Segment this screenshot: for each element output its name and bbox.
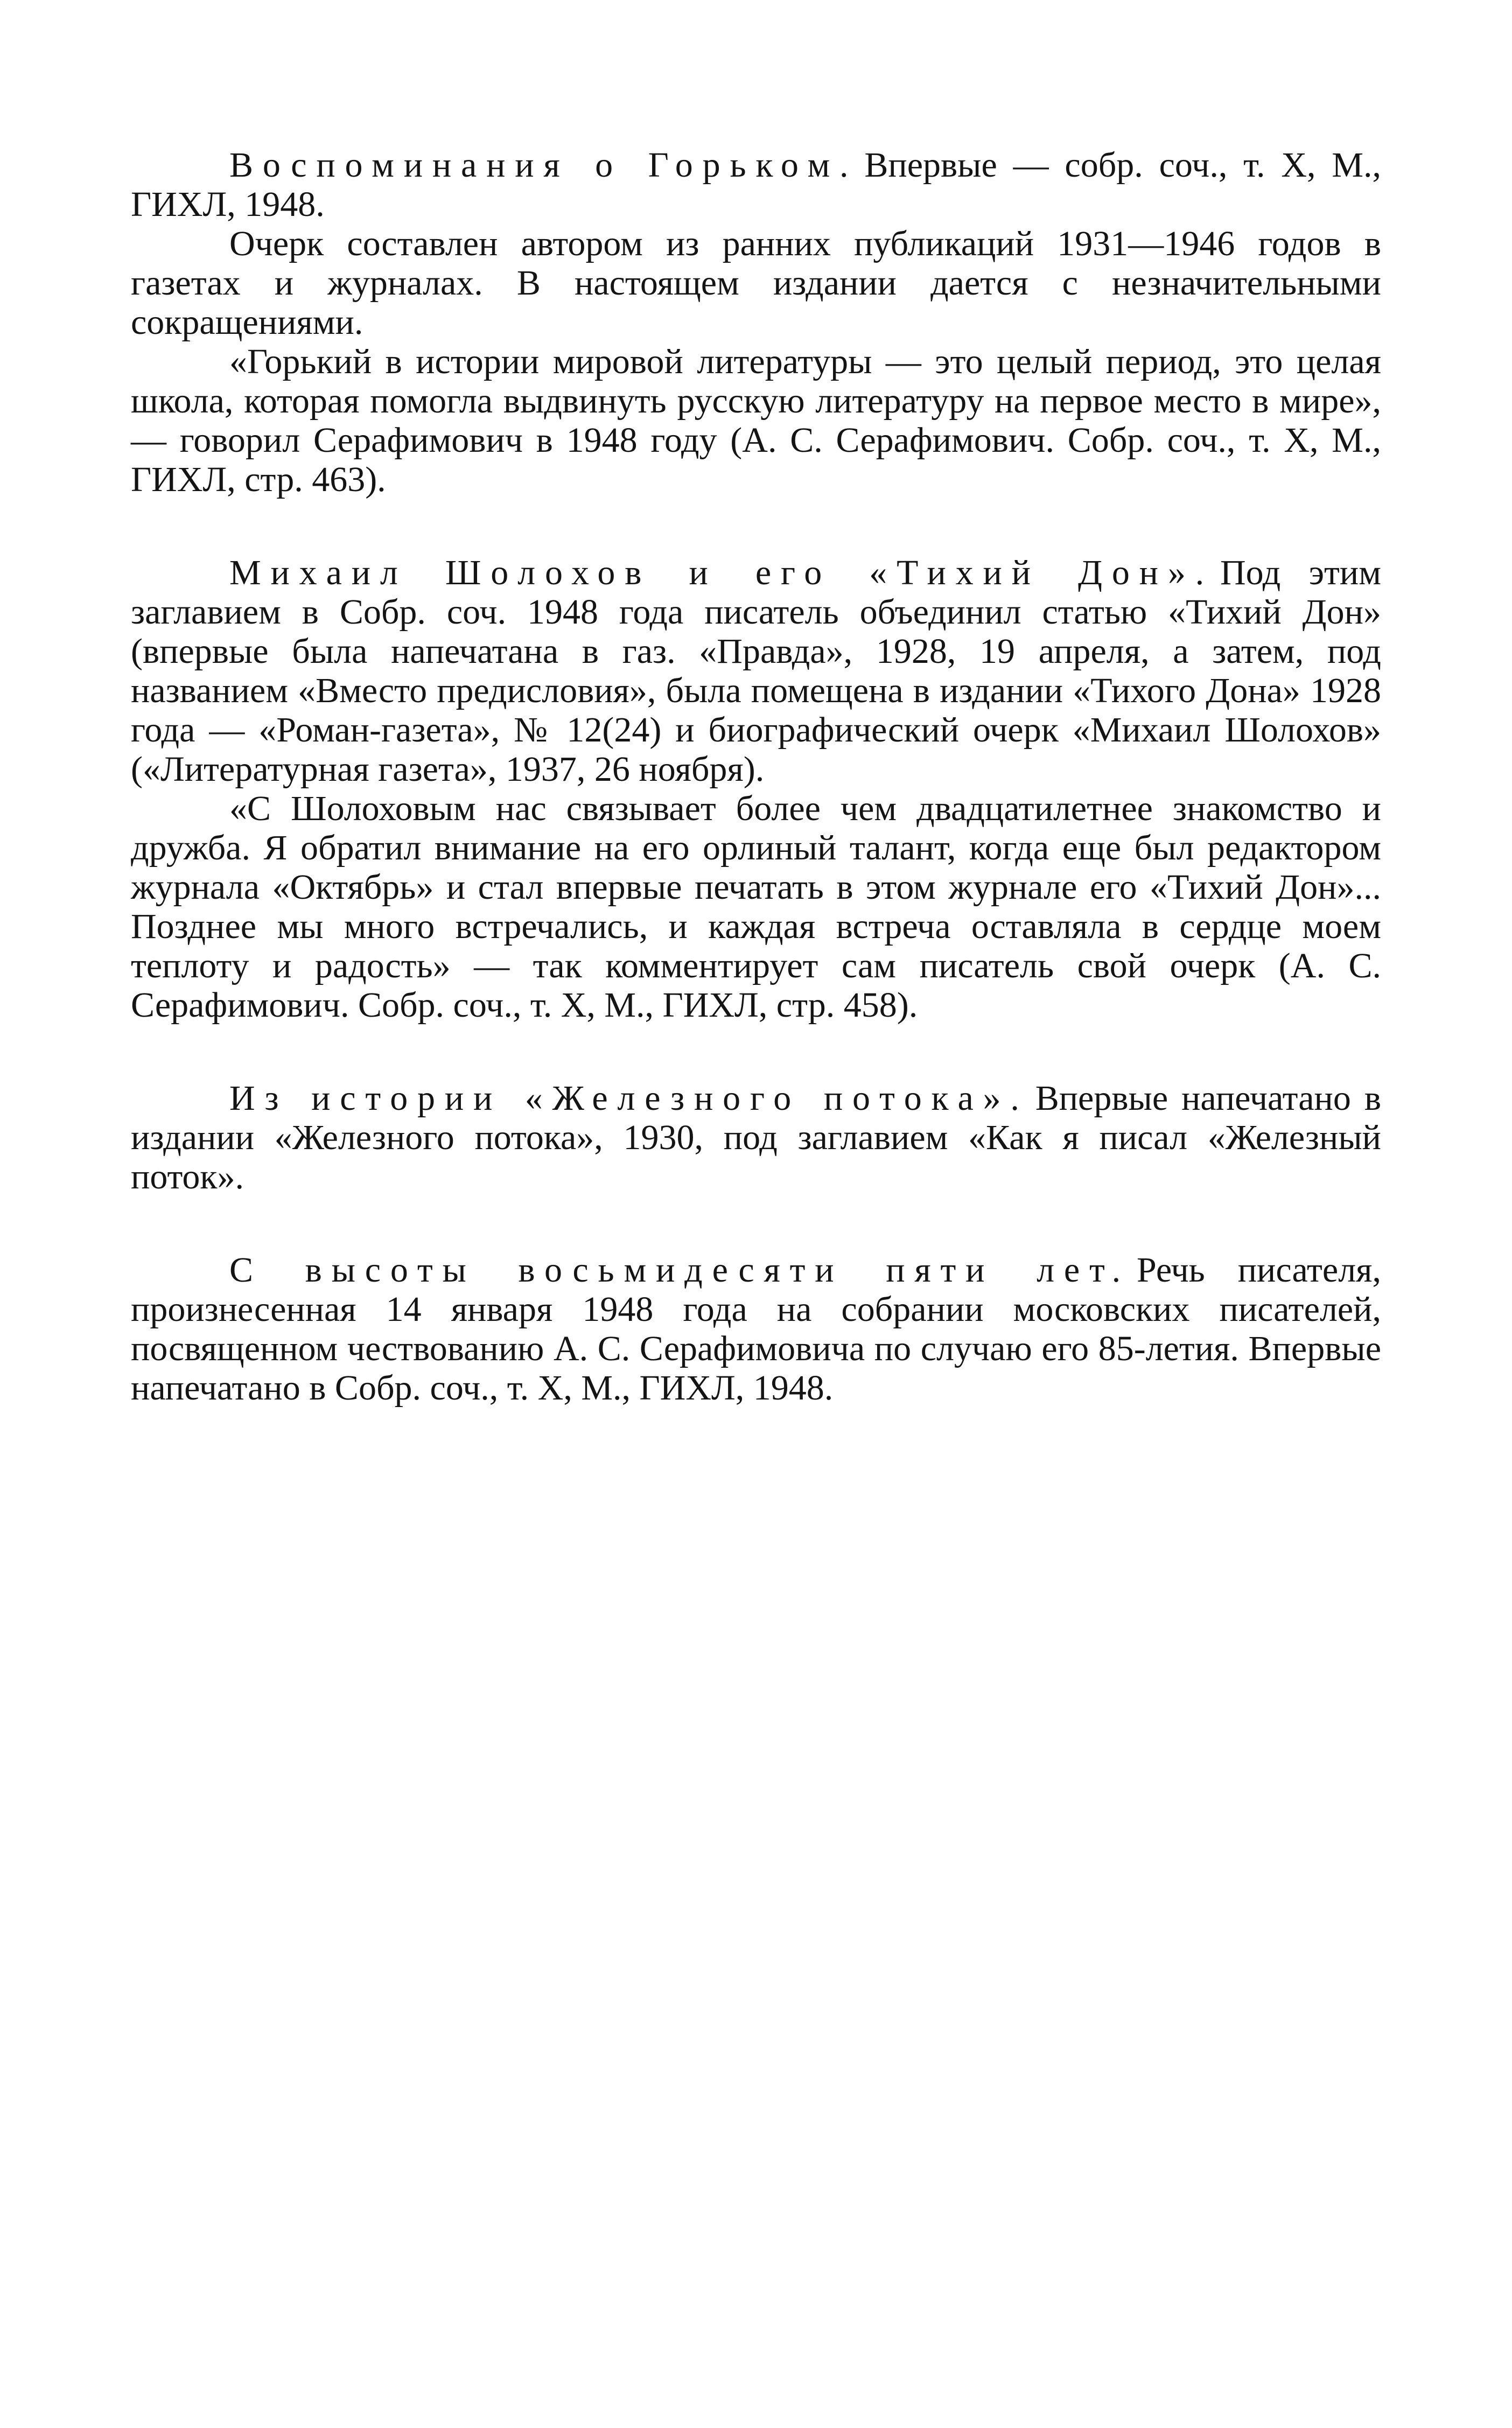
entry-lead-paragraph <box>131 145 1381 224</box>
entry-lead-paragraph <box>131 1079 1381 1196</box>
entry-lead-paragraph <box>131 553 1381 789</box>
entry-lead-text: Речь писателя, произнесенная 14 января 1948 года на собрании московских писателей, посвященном чествованию А. С. Серафимовича по случаю его 85-летия. Впервые напечатано в Собр. соч., т. X, М., ГИХЛ, 1948. <box>131 1250 1381 1408</box>
entry-iron-flood <box>131 1079 1381 1196</box>
entry-lead-paragraph <box>131 1250 1381 1408</box>
entry-lead-text: Впервые напечатано в издании «Железного потока», 1930, под заглавием «Как я писал «Железный поток». <box>131 1079 1382 1196</box>
entry-title: Из истории «Железного потока». <box>229 1079 1029 1118</box>
entry-title: Михаил Шолохов и его «Тихий Дон». <box>229 553 1214 592</box>
entry-lead-text: Под этим заглавием в Собр. соч. 1948 года писатель объединил статью «Тихий Дон» (впервые была напечатана в газ. «Правда», 1928, 19 апреля, а затем, под названием «Вместо предисловия», была помещена в издании «Тихого Дона» 1928 года — «Роман-газета», № 12(24) и биографический очерк «Михаил Шолохов» («Литературная газета», 1937, 26 ноября). <box>131 553 1381 789</box>
entry-gorky <box>131 145 1381 499</box>
entry-title: С высоты восьмидесяти пяти лет. <box>229 1250 1130 1290</box>
entry-lead-text: Впервые — собр. соч., т. X, М., ГИХЛ, 1948. <box>131 145 1381 224</box>
entry-eighty-five <box>131 1250 1381 1408</box>
commentary-page <box>131 145 1381 1408</box>
entry-sholokhov <box>131 553 1381 1025</box>
entry-paragraph: «С Шолоховым нас связывает более чем двадцатилетнее знакомство и дружба. Я обратил внимание на его орлиный талант, когда еще был редактором журнала «Октябрь» и стал впервые печатать в этом журнале его «Тихий Дон»... Позднее мы много встречались, и каждая встреча оставляла в сердце моем теплоту и радость» — так комментирует сам писатель свой очерк (А. С. Серафимович. Собр. соч., т. X, М., ГИХЛ, стр. 458). <box>131 789 1381 1025</box>
entry-paragraph: «Горький в истории мировой литературы — это целый период, это целая школа, которая помогла выдвинуть русскую литературу на первое место в мире», — говорил Серафимович в 1948 году (А. С. Серафимович. Собр. соч., т. X, М., ГИХЛ, стр. 463). <box>131 342 1381 499</box>
entry-paragraph: Очерк составлен автором из ранних публикаций 1931—1946 годов в газетах и журналах. В настоящем издании дается с незначительными сокращениями. <box>131 224 1381 342</box>
entry-title: Воспоминания о Горьком. <box>229 145 858 185</box>
